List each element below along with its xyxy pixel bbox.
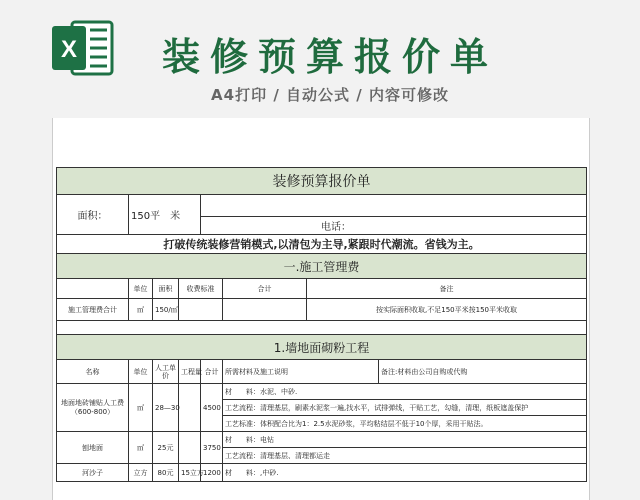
row1-total[interactable]: 4500	[201, 384, 223, 432]
col-materials: 所需材料及施工说明	[223, 360, 379, 384]
row1-line2[interactable]: 工艺流程：清理基层，刷素水泥浆一遍,找水平，试排弹线，干贴工艺，勾缝，清理，纸板遮盖保护	[223, 400, 587, 416]
row2-line2[interactable]: 工艺流程：清理基层、清理都运走	[223, 448, 587, 464]
row2-total[interactable]: 3750	[201, 432, 223, 464]
page-title: 装修预算报价单	[161, 35, 498, 79]
row1-price[interactable]: 28—30	[153, 384, 179, 432]
section1-data-row	[57, 299, 587, 321]
row3-qty[interactable]: 15立方	[179, 464, 201, 482]
header-cell	[57, 279, 129, 299]
table-row	[57, 464, 587, 482]
section1-title-row	[57, 254, 587, 279]
area-value[interactable]: 150平 米	[129, 195, 201, 235]
mgmt-unit[interactable]: ㎡	[129, 299, 153, 321]
row1-line1[interactable]: 材 料：水泥、中砂.	[223, 384, 587, 400]
section1-header-row	[57, 279, 587, 299]
row3-total[interactable]: 1200	[201, 464, 223, 482]
row1-line3[interactable]: 工艺标准：体积配合比为1：2.5水泥砂浆，平均粘结层不低于10个厚，采用干贴法。	[223, 416, 587, 432]
area-label: 面积：	[57, 195, 129, 235]
table-row	[57, 432, 587, 448]
row3-price[interactable]: 80元	[153, 464, 179, 482]
col-qty: 工程量	[179, 360, 201, 384]
mgmt-standard[interactable]	[179, 299, 223, 321]
page-subtitle: A4打印 / 自动公式 / 内容可修改	[211, 86, 449, 104]
mgmt-area[interactable]: 150/㎡	[153, 299, 179, 321]
header-total: 合计	[223, 279, 307, 299]
sheet-title-row	[57, 168, 587, 195]
phone-label[interactable]: 电话：	[201, 217, 587, 235]
area-row	[57, 195, 587, 217]
header-area: 面积	[153, 279, 179, 299]
row1-qty[interactable]	[179, 384, 201, 432]
mgmt-note[interactable]: 按实际面积收取,不足150平米按150平米收取	[307, 299, 587, 321]
row2-qty[interactable]	[179, 432, 201, 464]
section1-title: 一.施工管理费	[57, 254, 587, 279]
mgmt-name[interactable]: 施工管理费合计	[57, 299, 129, 321]
budget-table	[56, 167, 587, 482]
row2-line1[interactable]: 材 料：电钻	[223, 432, 587, 448]
col-name: 名称	[57, 360, 129, 384]
row2-price[interactable]: 25元	[153, 432, 179, 464]
banner	[0, 0, 640, 118]
header-note: 备注	[307, 279, 587, 299]
spacer-row	[57, 321, 587, 335]
spacer-cell	[57, 321, 587, 335]
mgmt-total[interactable]	[223, 299, 307, 321]
section2-header-row	[57, 360, 587, 384]
header-unit: 单位	[129, 279, 153, 299]
row2-unit[interactable]: ㎡	[129, 432, 153, 464]
col-price: 人工单价	[153, 360, 179, 384]
row1-name[interactable]: 地面地砖铺贴人工费（600-800）	[57, 384, 129, 432]
sheet-title: 装修预算报价单	[57, 168, 587, 195]
col-remark: 备注:材料由公司自购或代购	[379, 360, 587, 384]
row2-name[interactable]: 刨地面	[57, 432, 129, 464]
excel-icon	[52, 20, 114, 76]
row1-unit[interactable]: ㎡	[129, 384, 153, 432]
row3-name[interactable]: 河沙子	[57, 464, 129, 482]
section2-title-row	[57, 335, 587, 360]
section2-title: 1.墙地面砌粉工程	[57, 335, 587, 360]
table-row	[57, 384, 587, 400]
slogan: 打破传统装修营销模式,以清包为主导,紧跟时代潮流。省钱为主。	[57, 235, 587, 254]
logo-letter: X	[60, 36, 78, 63]
blank-cell[interactable]	[201, 195, 587, 217]
slogan-row	[57, 235, 587, 254]
col-unit: 单位	[129, 360, 153, 384]
row3-unit[interactable]: 立方	[129, 464, 153, 482]
header-standard: 收费标准	[179, 279, 223, 299]
row3-line1[interactable]: 材 料：,中砂.	[223, 464, 587, 482]
col-total: 合计	[201, 360, 223, 384]
